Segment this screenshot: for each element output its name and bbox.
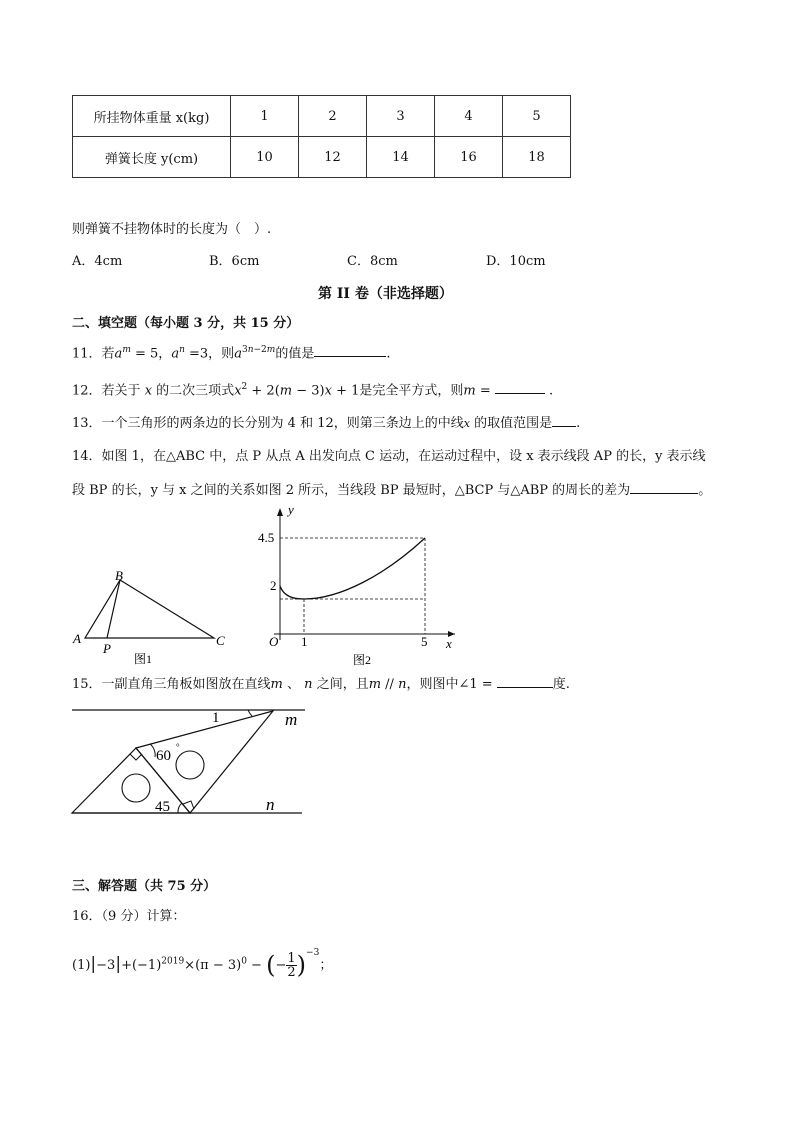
y-tick-4-5: 4.5 (258, 530, 275, 545)
q11-prefix: 11．若 (72, 346, 115, 362)
q16-part1-end: ； (319, 958, 333, 973)
label-b: B (115, 568, 123, 583)
function-curve (280, 538, 425, 599)
q15-text: 15．一副直角三角板如图放在直线 (72, 677, 271, 692)
triangle-45 (72, 748, 190, 813)
q10-stem: 则弹簧不挂物体时的长度为（ ）. (72, 222, 272, 237)
y-axis-label: y (288, 502, 294, 517)
angle-45-arc (178, 803, 182, 813)
right-angle-mark (183, 801, 194, 809)
volume-title: 第 II 卷（非选择题） (318, 286, 453, 302)
figure-1-triangle (70, 565, 240, 667)
angle-1-arc (248, 710, 252, 716)
q11-tail: 的值是 (275, 346, 315, 362)
q13-tail: 的取值范围是 (474, 416, 553, 431)
y-axis-arrow (277, 508, 283, 516)
table-row (73, 96, 571, 137)
q10-option-c: C．8cm (347, 254, 398, 269)
y-tick-2: 2 (270, 578, 277, 593)
section3-heading: 三、解答题（共 75 分） (72, 879, 217, 894)
q12-tail: 是完全平方式，则 (359, 383, 464, 399)
q13-text: 13．一个三角形的两条边的长分别为 4 和 12，则第三条边上的中线 (72, 416, 464, 431)
figure-3-set-squares (70, 700, 310, 822)
table-cell: 5 (503, 96, 571, 137)
triangle-hole (122, 774, 150, 802)
q11-sep: ， (158, 346, 172, 362)
angle-1-label: 1 (212, 710, 220, 726)
q13-end: . (576, 416, 581, 431)
angle-60-arc (150, 744, 155, 757)
table-row (73, 137, 571, 178)
table-cell: 1 (231, 96, 299, 137)
question-15: 15．一副直角三角板如图放在直线m 、 n 之间，且m // n，则图中∠1 = 度. (72, 674, 570, 695)
answer-blank[interactable] (314, 343, 386, 357)
line-n-label: n (266, 795, 275, 814)
table-cell: 18 (503, 137, 571, 178)
answer-blank[interactable] (552, 413, 576, 427)
triangle-abc (85, 580, 214, 638)
x-tick-1: 1 (301, 634, 308, 649)
q15-tail: 度. (552, 677, 570, 692)
right-angle-mark (130, 754, 142, 760)
question-11: 11．若$a^m = 5$，$a^n =3$，则$a^{3n-2m}$的值是 . (72, 345, 391, 362)
table-cell: 2 (299, 96, 367, 137)
table-cell: 3 (367, 96, 435, 137)
q12-end: . (549, 383, 554, 399)
answer-blank[interactable] (495, 380, 545, 394)
weight-length-table (72, 95, 571, 178)
question-12: 12．若关于 x 的二次三项式$x^2 + 2(m - 3)x + 1$是完全平方式，则m = . (72, 382, 554, 399)
label-c: C (216, 633, 225, 648)
q11-end: . (386, 346, 391, 362)
figure-2-caption: 图2 (353, 653, 372, 667)
q14-end: 。 (698, 483, 712, 498)
q10-option-a: A．4cm (72, 254, 123, 269)
x-axis-label: x (446, 636, 452, 651)
answer-blank[interactable] (630, 480, 698, 494)
segment-bp (107, 580, 120, 638)
table-cell: 16 (435, 137, 503, 178)
label-p: P (103, 641, 111, 656)
angle-60-label: 60 (156, 748, 171, 764)
question-14-line2 (72, 480, 711, 501)
q10-option-d: D．10cm (486, 254, 546, 269)
triangle-hole (176, 751, 204, 779)
figure-2-graph (250, 500, 465, 668)
line-m-label: m (285, 710, 298, 729)
section2-heading: 二、填空题（每小题 3 分，共 15 分） (72, 316, 300, 331)
q14-line2-text: 段 BP 的长，y 与 x 之间的关系如图 2 所示，当线段 BP 最短时，△BCP 与△ABP 的周长的差为 (72, 483, 631, 498)
q11-then: ，则 (208, 346, 235, 362)
table-cell: 4 (435, 96, 503, 137)
table-header-cell: 所挂物体重量 x(kg) (73, 96, 231, 137)
label-a: A (73, 631, 81, 646)
q15-then: ，则图中 (406, 677, 459, 692)
table-cell: 12 (299, 137, 367, 178)
q16-part1-expression: $(1)|-3|+(-1)^{2019}\times(\pi - 3)^0$ − (− $\frac{1}{2}$ )$^{-3}$； (72, 948, 333, 980)
angle-45-label: 45 (155, 799, 170, 815)
question-13: 13．一个三角形的两条边的长分别为 4 和 12，则第三条边上的中线x 的取值范围是 . (72, 413, 580, 434)
question-14-line1: 14．如图 1，在△ABC 中，点 P 从点 A 出发向点 C 运动，在运动过程中，设 x 表示线段 AP 的长，y 表示线 (72, 449, 706, 464)
x-tick-5: 5 (421, 634, 428, 649)
q15-mid: 之间，且 (316, 677, 369, 692)
question-16: 16．（9 分）计算： (72, 909, 186, 924)
q12-mid: 的二次三项式 (156, 383, 235, 399)
origin-label: O (269, 634, 279, 649)
q12-prefix: 12．若关于 (72, 383, 141, 399)
q16-part1-prefix: (1) (72, 958, 91, 973)
degree-mark: ° (176, 742, 180, 752)
q10-option-b: B．6cm (209, 254, 260, 269)
answer-blank[interactable] (497, 674, 553, 688)
table-cell: 10 (231, 137, 299, 178)
table-header-cell: 弹簧长度 y(cm) (73, 137, 231, 178)
q15-sep: 、 (287, 677, 301, 692)
figure-1-caption: 图1 (134, 652, 153, 666)
table-cell: 14 (367, 137, 435, 178)
